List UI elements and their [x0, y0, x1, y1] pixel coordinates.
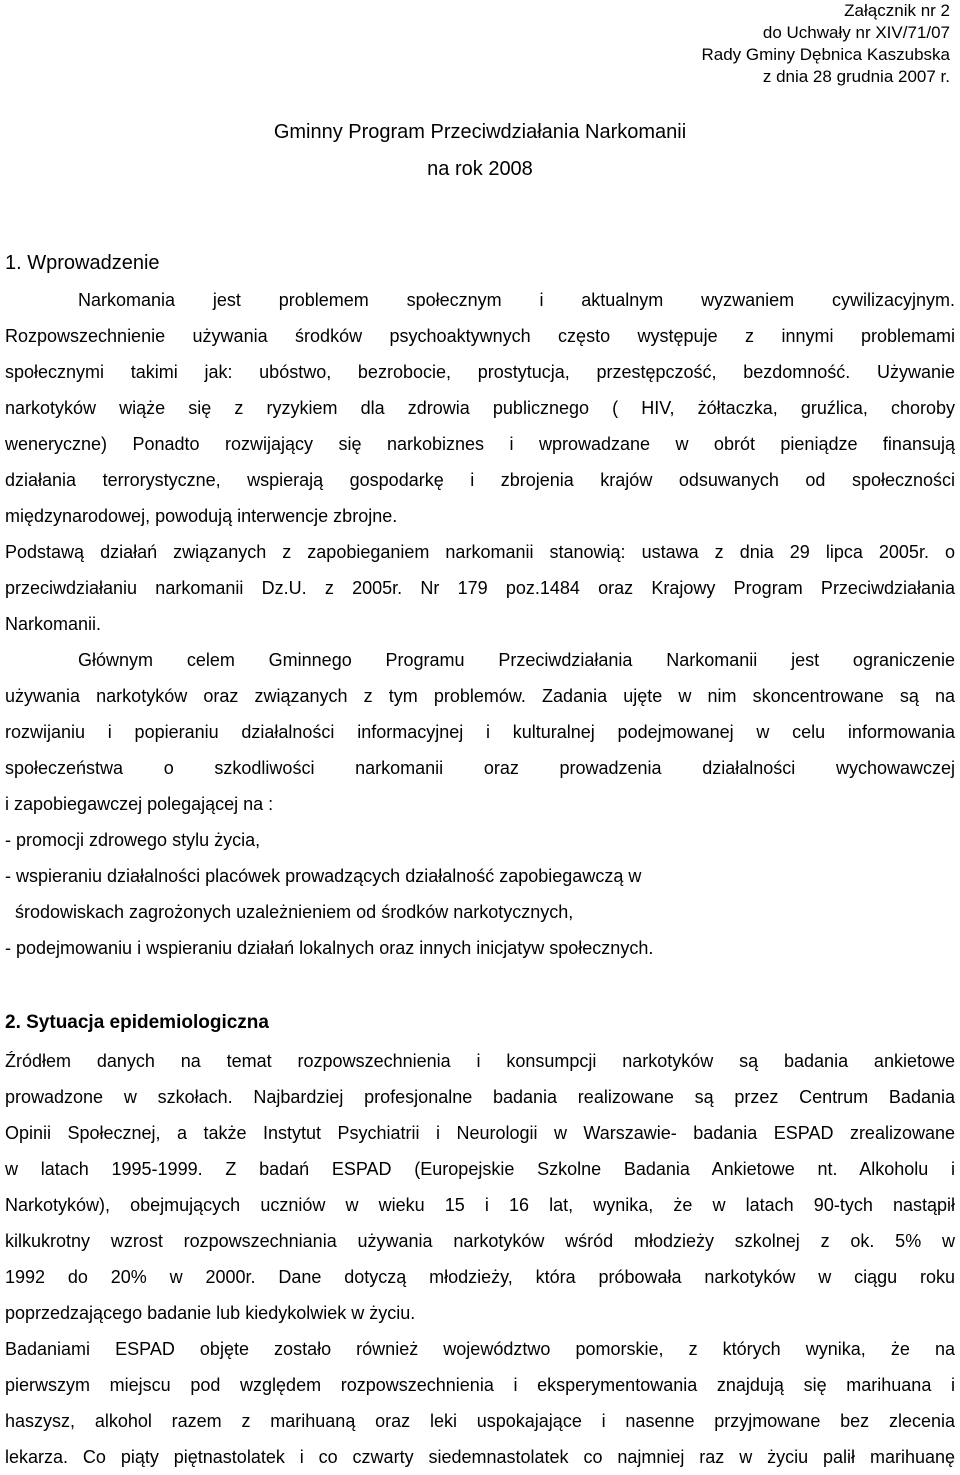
text-line: narkotyków wiąże się z ryzykiem dla zdrowia publicznego ( HIV, żółtaczka, gruźlica, choroby — [5, 398, 955, 418]
text-line: pierwszym miejscu pod względem rozpowszechnienia i eksperymentowania znajdują się marihuana i — [5, 1375, 955, 1395]
header-line: Rady Gminy Dębnica Kaszubska — [701, 45, 950, 64]
text-line: Opinii Społecznej, a także Instytut Psychiatrii i Neurologii w Warszawie- badania ESPAD zrealizowane — [5, 1123, 955, 1143]
text-line: Podstawą działań związanych z zapobieganiem narkomanii stanowią: ustawa z dnia 29 lipca 2005r. o — [5, 542, 955, 562]
text-line: weneryczne) Ponadto rozwijający się narkobiznes i wprowadzane w obrót pieniądze finansują — [5, 434, 955, 454]
text-line: Narkotyków), obejmujących uczniów w wieku 15 i 16 lat, wynika, że w latach 90-tych nastąpił — [5, 1195, 955, 1215]
text-line: lekarza. Co piąty piętnastolatek i co czwarty siedemnastolatek co najmniej raz w życiu palił marihuanę — [5, 1447, 955, 1467]
text-line: działania terrorystyczne, wspierają gospodarkę i zbrojenia krajów odsuwanych od społeczności — [5, 470, 955, 490]
text-line: Narkomania jest problemem społecznym i aktualnym wyzwaniem cywilizacyjnym. — [78, 290, 955, 310]
text-line: Badaniami ESPAD objęte zostało również województwo pomorskie, z których wynika, że na — [5, 1339, 955, 1359]
header-line: Załącznik nr 2 — [844, 1, 950, 20]
text-line: prowadzone w szkołach. Najbardziej profesjonalne badania realizowane są przez Centrum Badania — [5, 1087, 955, 1107]
text-line: Rozpowszechnienie używania środków psychoaktywnych często występuje z innymi problemami — [5, 326, 955, 346]
text-line: międzynarodowej, powodują interwencje zbrojne. — [5, 506, 398, 526]
text-line: społecznymi takimi jak: ubóstwo, bezrobocie, prostytucja, przestępczość, bezdomność. Używanie — [5, 362, 955, 382]
list-item-continuation: środowiskach zagrożonych uzależnieniem od środków narkotycznych, — [15, 902, 574, 922]
text-line: używania narkotyków oraz związanych z tym problemów. Zadania ujęte w nim skoncentrowane są na — [5, 686, 955, 706]
attachment-header — [550, 0, 950, 88]
text-line: poprzedzającego badanie lub kiedykolwiek w życiu. — [5, 1303, 416, 1323]
text-line: społeczeństwa o szkodliwości narkomanii oraz prowadzenia działalności wychowawczej — [5, 758, 955, 778]
header-line: z dnia 28 grudnia 2007 r. — [762, 67, 950, 86]
section-epidemiology-body — [5, 1043, 955, 1475]
section-heading-epidemiology: 2. Sytuacja epidemiologiczna — [5, 1012, 269, 1033]
text-line: Źródłem danych na temat rozpowszechnienia i konsumpcji narkotyków są badania ankietowe — [5, 1051, 955, 1071]
list-item: - podejmowaniu i wspieraniu działań lokalnych oraz innych inicjatyw społecznych. — [5, 938, 654, 958]
document-title: Gminny Program Przeciwdziałania Narkomanii — [273, 121, 687, 143]
section-introduction-body — [5, 282, 955, 966]
text-line: i zapobiegawczej polegającej na : — [5, 794, 274, 814]
list-item: - promocji zdrowego stylu życia, — [5, 830, 261, 850]
text-line: Głównym celem Gminnego Programu Przeciwdziałania Narkomanii jest ograniczenie — [78, 650, 955, 670]
header-line: do Uchwały nr XIV/71/07 — [762, 23, 950, 42]
text-line: w latach 1995-1999. Z badań ESPAD (Europejskie Szkolne Badania Ankietowe nt. Alkoholu i — [5, 1159, 955, 1179]
text-line: Narkomanii. — [5, 614, 102, 634]
text-line: haszysz, alkohol razem z marihuaną oraz leki uspokajające i nasenne przyjmowane bez zlecenia — [5, 1411, 955, 1431]
list-item: - wspieraniu działalności placówek prowadzących działalność zapobiegawczą w — [5, 866, 642, 886]
text-line: rozwijaniu i popieraniu działalności informacyjnej i kulturalnej podejmowanej w celu informowania — [5, 722, 955, 742]
text-line: kilkukrotny wzrost rozpowszechniania używania narkotyków wśród młodzieży szkolnej z ok. 5% w — [5, 1231, 955, 1251]
section-heading-introduction: 1. Wprowadzenie — [5, 252, 160, 274]
document-subtitle: na rok 2008 — [427, 158, 533, 180]
text-line: przeciwdziałaniu narkomanii Dz.U. z 2005r. Nr 179 poz.1484 oraz Krajowy Program Przeciwdziałania — [5, 578, 955, 598]
text-line: 1992 do 20% w 2000r. Dane dotyczą młodzieży, która próbowała narkotyków w ciągu roku — [5, 1267, 955, 1287]
